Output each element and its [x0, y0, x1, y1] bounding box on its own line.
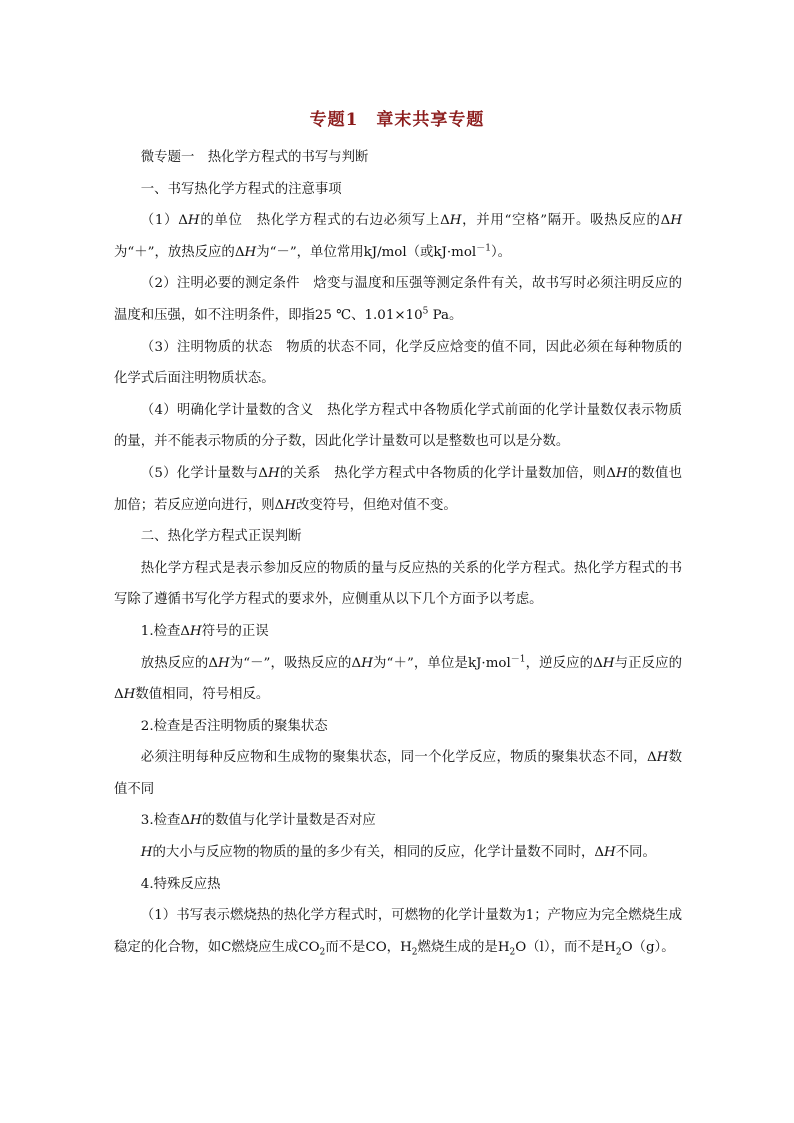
sub-heading: 4.特殊反应热: [140, 876, 221, 892]
paragraph: H的大小与反应物的物质的量的多少有关，相同的反应，化学计量数不同时，ΔH不同。: [140, 845, 656, 861]
paragraph: 热化学方程式是表示参加反应的物质的量与反应热的关系的化学方程式。热化学方程式的书写除了遵循书写化学方程式的要求外，应侧重从以下几个方面予以考虑。: [114, 560, 682, 608]
paragraph: （5）化学计量数与ΔH的关系 热化学方程式中各物质的化学计量数加倍，则ΔH的数值也加倍；若反应逆向进行，则ΔH改变符号，但绝对值不变。: [114, 465, 683, 513]
sub-heading: 3.检查ΔH的数值与化学计量数是否对应: [140, 813, 376, 829]
sub-heading: 2.检查是否注明物质的聚集状态: [140, 718, 328, 734]
section-heading: 二、热化学方程式正误判断: [140, 529, 302, 545]
section-heading: 微专题一 热化学方程式的书写与判断: [140, 150, 369, 165]
paragraph: （1）书写表示燃烧热的热化学方程式时，可燃物的化学计量数为1；产物应为完全燃烧生成稳定的化合物，如C燃烧应生成$CO_2$而不是CO，$H_2$燃烧生成的是$H_2O(l)$，而不是$H_2O(g)$。: [114, 908, 682, 958]
section-heading: 一、书写热化学方程式的注意事项: [140, 181, 342, 197]
page-title: 专题1 章末共享专题: [309, 110, 485, 130]
paragraph: （4）明确化学计量数的含义 热化学方程式中各物质化学式前面的化学计量数仅表示物质的量，并不能表示物质的分子数，因此化学计量数可以是整数也可以是分数。: [114, 402, 682, 450]
paragraph: 必须注明每种反应物和生成物的聚集状态，同一个化学反应，物质的聚集状态不同，ΔH数值不同: [114, 750, 683, 797]
paragraph: （1）ΔH的单位 热化学方程式的右边必须写上ΔH，并用“空格”隔开。吸热反应的ΔH为“＋”，放热反应的ΔH为“－”，单位常用kJ/mol（或kJ·mol$^{-1}$）。: [114, 213, 682, 260]
document-body: [114, 142, 682, 963]
paragraph: （3）注明物质的状态 物质的状态不同，化学反应焓变的值不同，因此必须在每种物质的化学式后面注明物质状态。: [114, 339, 682, 387]
sub-heading: 1.检查ΔH符号的正误: [140, 623, 269, 639]
paragraph: （2）注明必要的测定条件 焓变与温度和压强等测定条件有关，故书写时必须注明反应的温度和压强，如不注明条件，即指25 ℃、$1.01\times 10^5$ Pa。: [114, 276, 682, 323]
paragraph: 放热反应的ΔH为“－”，吸热反应的ΔH为“＋”，单位是kJ·mol$^{-1}$，逆反应的ΔH与正反应的ΔH数值相同，符号相反。: [114, 654, 682, 703]
